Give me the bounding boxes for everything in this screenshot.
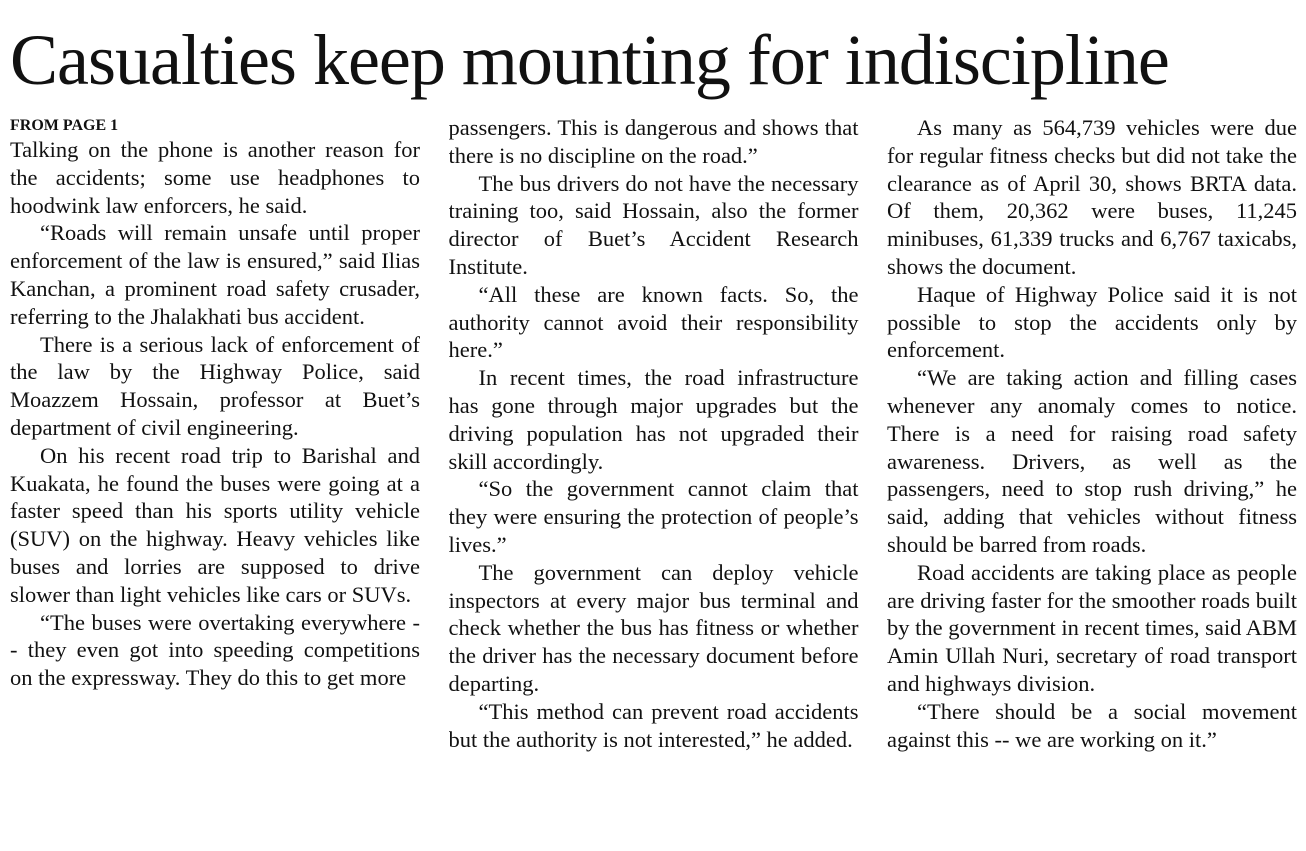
article-column-2 xyxy=(449,114,859,844)
paragraph: “We are taking action and filling cases whenever any anomaly comes to notice. There is a need for raising road safety awareness. Drivers, as well as the passengers, need to stop rush driving,” he said, adding that vehicles without fitness should be barred from roads. xyxy=(887,365,1297,557)
article-column-3 xyxy=(887,114,1297,844)
paragraph: “There should be a social movement against this -- we are working on it.” xyxy=(887,698,1297,752)
continued-from-label: FROM PAGE 1 xyxy=(10,117,119,134)
paragraph: “The buses were overtaking everywhere -- they even got into speeding competitions on the expressway. They do this to get more xyxy=(10,609,420,691)
paragraph: “This method can prevent road accidents but the authority is not interested,” he added. xyxy=(448,698,859,752)
paragraph: Road accidents are taking place as people are driving faster for the smoother roads built by the government in recent times, said ABM Amin Ullah Nuri, secretary of road transport and highways division. xyxy=(887,559,1297,696)
paragraph: Haque of Highway Police said it is not possible to stop the accidents only by enforcement. xyxy=(887,281,1297,363)
paragraph: There is a serious lack of enforcement of the law by the Highway Police, said Moazzem Hossain, professor at Buet’s department of civil engineering. xyxy=(10,331,420,440)
paragraph: “So the government cannot claim that they were ensuring the protection of people’s lives.” xyxy=(448,476,859,557)
paragraph: Talking on the phone is another reason for the accidents; some use headphones to hoodwink law enforcers, he said. xyxy=(10,137,420,218)
paragraph: passengers. This is dangerous and shows that there is no discipline on the road.” xyxy=(448,115,859,168)
paragraph: “All these are known facts. So, the authority cannot avoid their responsibility here.” xyxy=(448,281,859,363)
paragraph: In recent times, the road infrastructure has gone through major upgrades but the driving population has not upgraded their skill accordingly. xyxy=(448,365,859,474)
headline: Casualties keep mounting for indiscipline xyxy=(10,20,1169,100)
article-body xyxy=(10,114,1297,844)
paragraph: “Roads will remain unsafe until proper enforcement of the law is ensured,” said Ilias Kanchan, a prominent road safety crusader, referring to the Jhalakhati bus accident. xyxy=(10,220,420,329)
paragraph: As many as 564,739 vehicles were due for regular fitness checks but did not take the clearance as of April 30, shows BRTA data. Of them, 20,362 were buses, 11,245 minibuses, 61,339 trucks and 6,767 taxicabs, shows the document. xyxy=(887,115,1297,279)
paragraph: The bus drivers do not have the necessary training too, said Hossain, also the former director of Buet’s Accident Research Institute. xyxy=(448,170,859,279)
article-column-1 xyxy=(10,114,420,844)
paragraph: The government can deploy vehicle inspectors at every major bus terminal and check whether the bus has fitness or whether the driver has the necessary document before departing. xyxy=(448,559,859,696)
paragraph: On his recent road trip to Barishal and Kuakata, he found the buses were going at a faster speed than his sports utility vehicle (SUV) on the highway. Heavy vehicles like buses and lorries are supposed to drive slower than light vehicles like cars or SUVs. xyxy=(10,442,420,607)
